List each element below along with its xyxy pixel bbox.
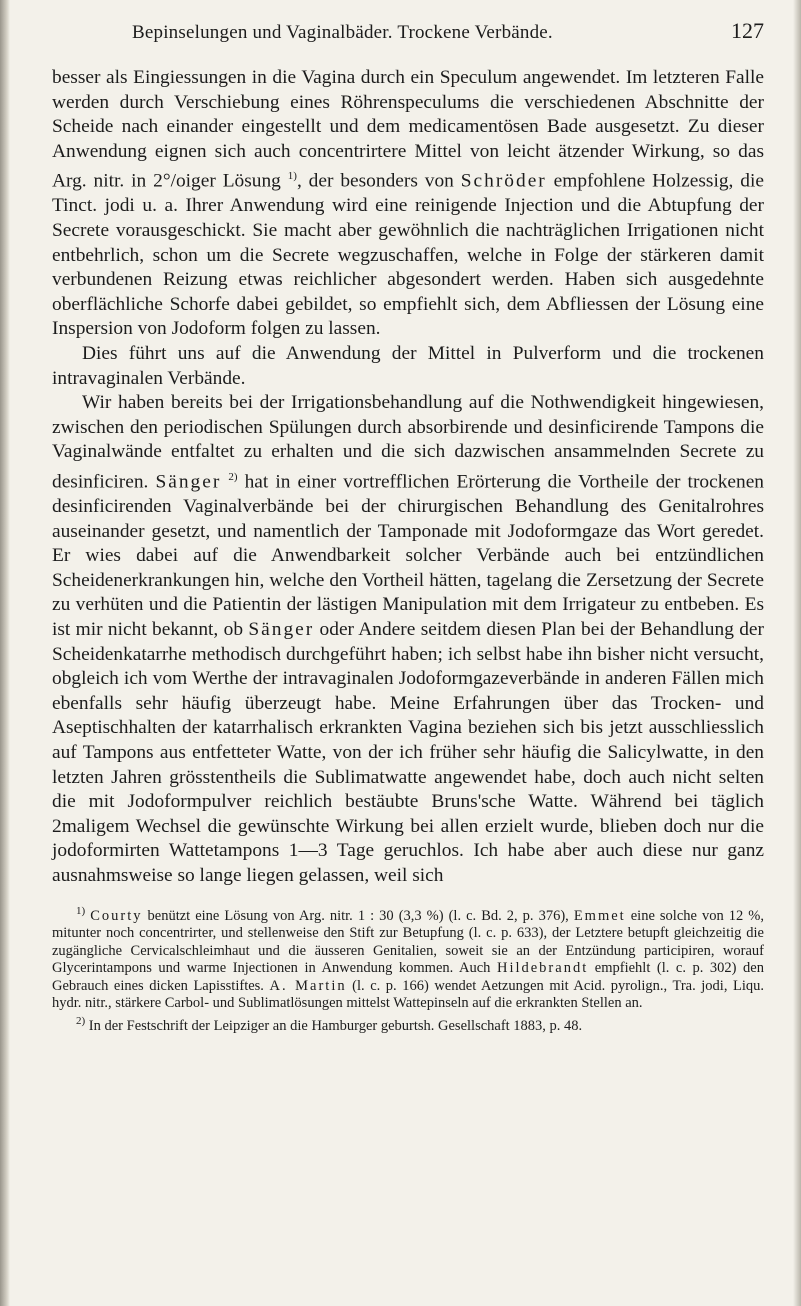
page-number: 127 [731, 18, 764, 43]
text-run: eine solche von 12 %, mitunter noch concentrirter, und stellenweise den Stift zur Betupfung (l. c. p. 633), der Letztere betupft gleichzeitig die zugängliche Cervicalschleimhaut und die äusseren Genitalien, soweit sie an der Entzündung participiren, worauf Glycerintampons und warme Injectionen in Anwendung kommen. Auch [52, 907, 764, 977]
running-head: Bepinselungen und Vaginalbäder. Trockene Verbände. [132, 22, 553, 43]
text-run: , der besonders von [296, 170, 461, 192]
author-name: Sänger [248, 619, 315, 640]
author-name: A. Martin [269, 977, 347, 994]
text-run: empfohlene Holzessig, die Tinct. jodi u. a. Ihrer Anwendung wird eine reinigende Injection und die Abtupfung der Secrete vorausgeschickt. Sie macht aber gewöhnlich die nachträglichen Irrigationen nicht entbehrlich, schon um die Secrete wegzuschaffen, welche in Folge der stärkeren damit verbundenen Reizung etwas reichlicher abgesondert werden. Haben sich ausgedehnte oberflächliche Schorfe dabei gebildet, so empfiehlt sich, dem Abfliessen der Lösung eine Inspersion von Jodoform folgen zu lassen. [52, 170, 764, 340]
text-run: Wir haben bereits bei der Irrigationsbehandlung auf die Nothwendigkeit hingewiesen, zwischen den periodischen Spülungen durch absorbirende und desinficirende Tampons die Vaginalwände entfaltet zu erhalten und die sich dazwischen ansammelnden Secrete zu desinficiren. [52, 392, 764, 493]
scan-left-edge [0, 0, 10, 1306]
text-run: (l. c. p. 166) wendet Aetzungen mit Acid. pyrolign., Tra. jodi, Liqu. hydr. nitr., stärkere Carbol- und Sublimatlösungen mittelst Wattepinseln auf die erkrankten Stellen an. [52, 977, 765, 1012]
text-run: In der Festschrift der Leipziger an die Hamburger geburtsh. Gesellschaft 1883, p. 48. [85, 1017, 583, 1034]
text-run: hat in einer vortrefflichen Erörterung die Vortheile der trockenen desinficirenden Vaginalverbände bei der chirurgischen Behandlung des Genitalrohres auseinander gesetzt, und namentlich der Tamponade mit Jodoformgaze das Wort geredet. Er wies dabei auf die Anwendbarkeit solcher Verbände auch bei entzündlichen Scheidenerkrankungen hin, welche den Vortheil hätten, tagelang die Zersetzung der Secrete zu verhüten und die Patientin der lästigen Manipulation mit dem Irrigateur zu entbeben. Es ist mir nicht bekannt, ob [52, 471, 765, 640]
author-name: Schröder [460, 170, 547, 192]
author-name: Hildebrandt [496, 960, 589, 977]
footnote-2 [52, 1013, 764, 1035]
text-run: oder Andere seitdem diesen Plan bei der Behandlung der Scheidenkatarrhe methodisch durchgeführt haben; ich selbst habe ihn bisher nicht versucht, obgleich ich vom Werthe der intravaginalen Jodoformgazeverbände in anderen Fällen mich ebenfalls sehr häufig überzeugt habe. Meine Erfahrungen über das Trocken- und Aseptischhalten der katarrhalisch erkrankten Vagina beziehen sich bis jetzt ausschliesslich auf Tampons aus entfetteter Watte, von der ich früher sehr häufig die Salicylwatte, in den letzten Jahren grösstentheils die Sublimatwatte angewendet habe, doch auch nicht selten die mit Jodoformpulver reichlich bestäubte Bruns'sche Watte. Während bei täglich 2maligem Wechsel die gewünschte Wirkung bei allen erzielt wurde, blieben doch nur die jodoformirten Wattetampons 1—3 Tage geruchlos. Ich habe aber auch diese nur ganz ausnahmsweise so lange liegen gelassen, weil sich [52, 619, 764, 886]
footnote-marker: 2) [76, 1014, 86, 1027]
scan-right-edge [793, 0, 801, 1306]
author-name: Emmet [573, 907, 626, 924]
footnote-ref-2: 2) [228, 470, 238, 483]
author-name: Courty [90, 907, 143, 924]
main-text [52, 66, 764, 889]
paragraph-3 [52, 391, 764, 888]
footnote-1 [52, 903, 764, 1013]
paragraph-1 [52, 66, 764, 342]
text-run: benützt eine Lösung von Arg. nitr. 1 : 30 (3,3 %) (l. c. Bd. 2, p. 376), [142, 907, 574, 924]
book-page [52, 16, 764, 1035]
footnote-marker: 1) [76, 904, 86, 917]
footnote-ref-1: 1) [287, 170, 297, 183]
text-run: besser als Eingiessungen in die Vagina durch ein Speculum angewendet. Im letzteren Falle werden durch Verschiebung eines Röhrenspeculums die verschiedenen Abschnitte der Scheide nach einander eingestellt und dem medicamentösen Bade ausgesetzt. Zu dieser Anwendung eignen sich auch concentrirtere Mittel von leicht ätzender Wirkung, so das Arg. nitr. in 2°/oiger Lösung [52, 67, 764, 192]
footnotes [52, 903, 764, 1036]
text-run: empfiehlt (l. c. p. 302) den Gebrauch eines dicken Lapisstiftes. [52, 960, 764, 994]
paragraph-2: Dies führt uns auf die Anwendung der Mittel in Pulverform und die trockenen intravaginalen Verbände. [52, 343, 764, 389]
author-name: Sänger [155, 471, 222, 493]
page-header [52, 16, 764, 56]
